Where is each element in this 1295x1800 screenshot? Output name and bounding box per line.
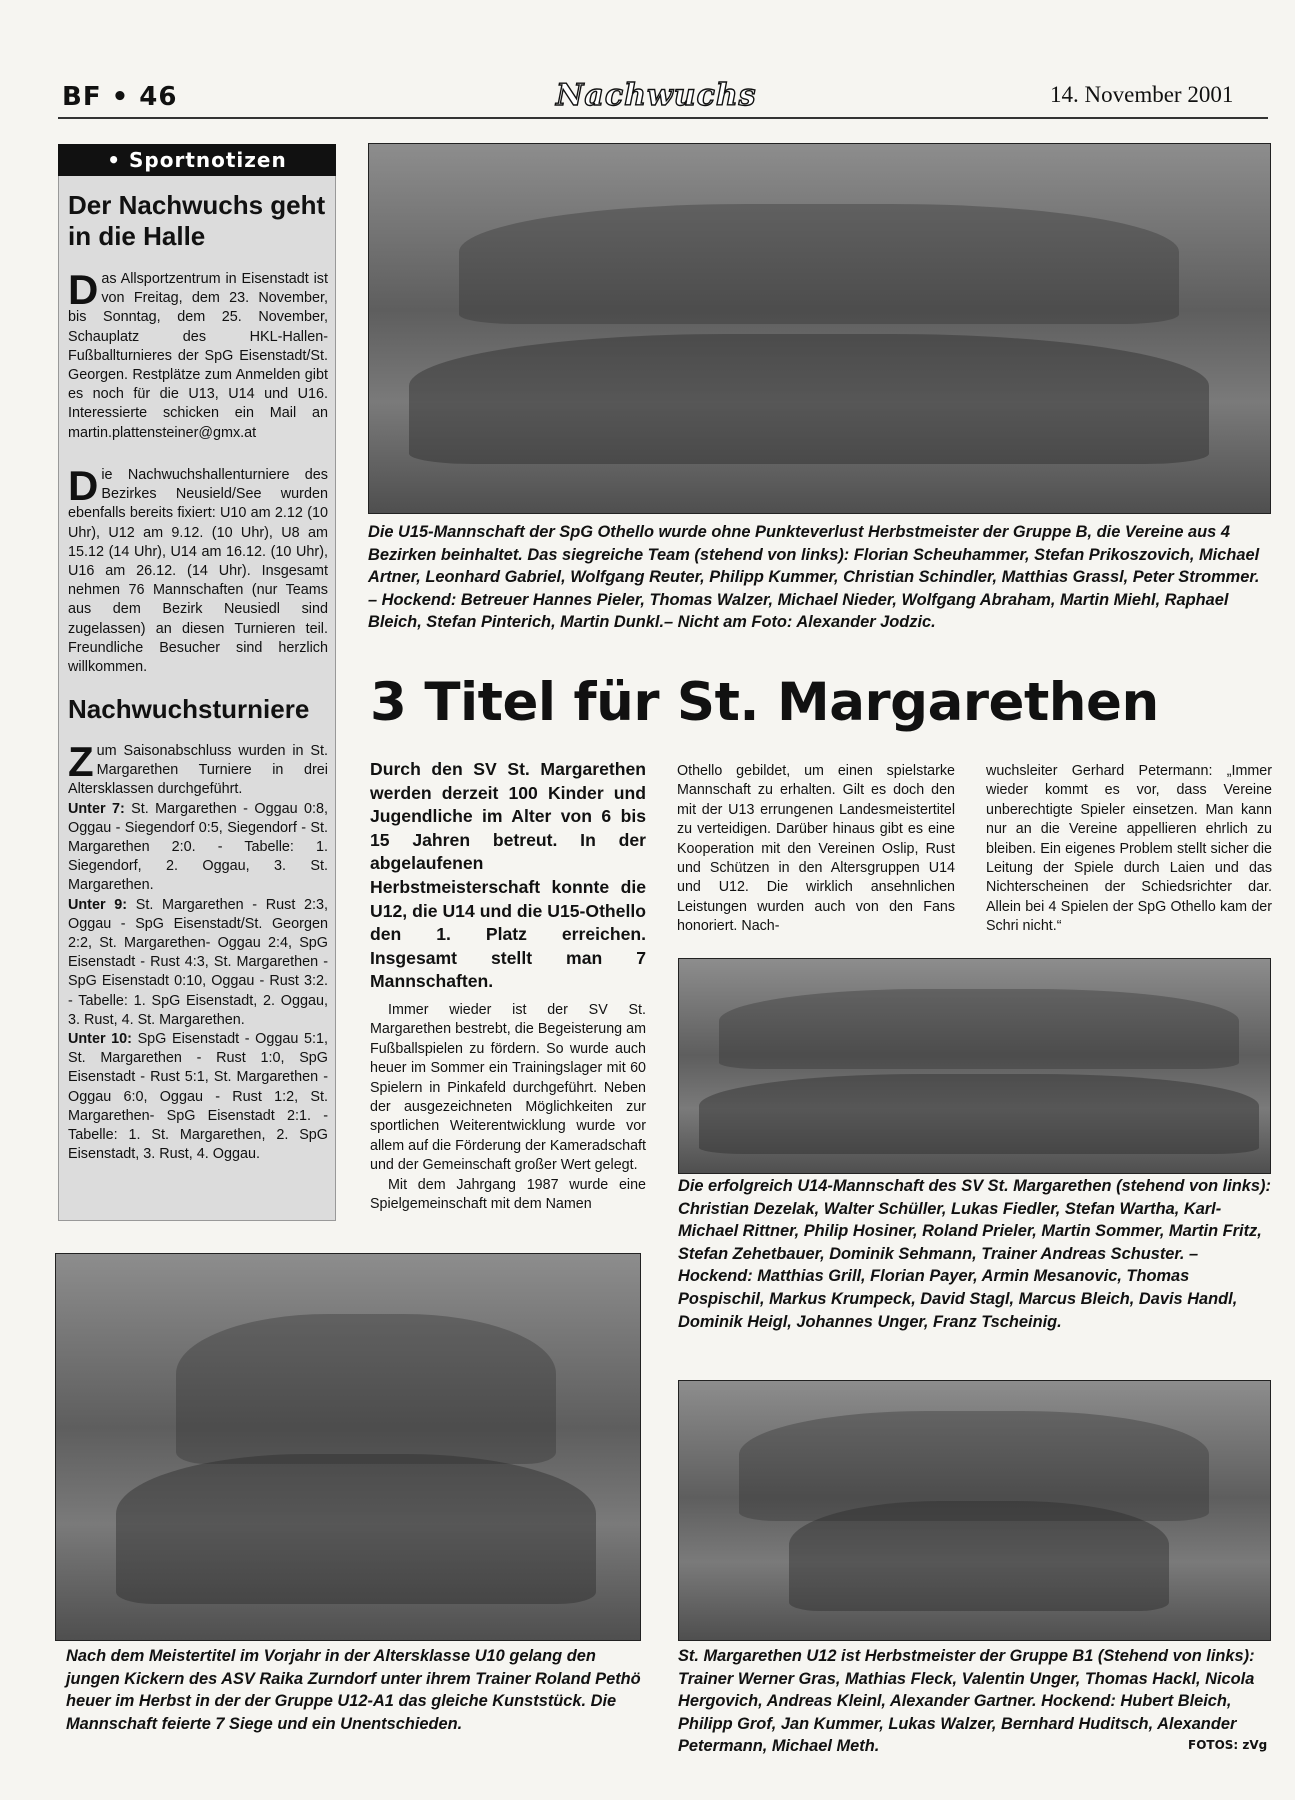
dropcap: Z	[68, 738, 94, 785]
photo-credit: FOTOS: zVg	[1188, 1738, 1268, 1752]
paragraph-text: as Allsportzentrum in Eisenstadt ist von Freitag, dem 23. November, bis Sonntag, dem 25. November, Schauplatz des HKL-Hallen-Fußballturnieres der SpG Eisenstadt/St. Georgen. Restplätze zum Anmelden gibt es noch für die U13, U14 und U16. Interessierte schicken ein Mail an martin.plattensteiner@gmx.at	[68, 271, 328, 441]
photo-u12-team	[678, 1380, 1271, 1641]
caption-zurndorf-team: Nach dem Meistertitel im Vorjahr in der Altersklasse U10 gelang den jungen Kickern des ASV Raika Zurndorf unter ihrem Trainer Roland Pethö heuer im Herbst in der der Gruppe U12-A1 das gleiche Kunststück. Die Mannschaft feierte 7 Siege und ein Unentschieden.	[66, 1647, 641, 1733]
result-label: Unter 10:	[68, 1031, 132, 1048]
paragraph: Mit dem Jahrgang 1987 wurde eine Spielgemeinschaft mit dem Namen	[370, 1176, 646, 1213]
paragraph-text: um Saisonabschluss wurden in St. Margarethen Turniere in drei Altersklassen durchgeführt.	[68, 743, 328, 798]
article-column-2	[677, 762, 955, 937]
article-headline: 3 Titel für St. Margarethen	[370, 672, 1159, 733]
caption-u12-team: St. Margarethen U12 ist Herbstmeister der Gruppe B1 (Stehend von links): Trainer Werner Gras, Mathias Fleck, Valentin Unger, Thomas Hackl, Nicola Hergovich, Andreas Kleinl, Alexander Gartner. Hockend: Hubert Bleich, Philipp Grof, Jan Kummer, Lukas Walzer, Bernhard Huditsch, Alexander Petermann, Michael Meth.	[678, 1647, 1255, 1756]
sidebar-article2-intro	[68, 738, 328, 800]
sidebar-article1-paragraph2	[68, 462, 328, 677]
photo-u14-team	[678, 958, 1271, 1174]
article-column-3	[986, 762, 1272, 937]
sidebar-article2-title: Nachwuchsturniere	[68, 694, 310, 724]
result-label: Unter 7:	[68, 800, 125, 817]
caption-u15-team: Die U15-Mannschaft der SpG Othello wurde ohne Punkteverlust Herbstmeister der Gruppe B, die Vereine aus 4 Bezirken beinhaltet. Das siegreiche Team (stehend von links): Florian Scheuhammer, Stefan Prikoszovich, Michael Artner, Leonhard Gabriel, Wolfgang Reuter, Philipp Kummer, Christian Schindler, Matthias Grassl, Peter Strommer. – Hockend: Betreuer Hannes Pieler, Thomas Walzer, Michael Nieder, Wolfgang Abraham, Martin Miehl, Raphael Bleich, Stefan Pinterich, Martin Dunkl.– Nicht am Foto: Alexander Jodzic.	[368, 523, 1260, 632]
paragraph: Othello gebildet, um einen spielstarke Mannschaft zu erhalten. Gilt es doch den mit der U13 errungenen Landesmeistertitel zu verteidigen. Darüber hinaus gibt es eine Kooperation mit den Vereinen Oslip, Rust und Schützen in den Altersgruppen U14 und U12. Die wirklich ansehnlichen Leistungen wurden auch von den Fans honoriert. Nach-	[677, 763, 955, 935]
sidebar-label: • Sportnotizen	[58, 144, 336, 176]
issue-date: 14. November 2001	[1050, 82, 1234, 107]
result-text: St. Margarethen - Oggau 0:8, Oggau - Siegendorf 0:5, Siegendorf - St. Margarethen 2:0. - Tabelle: 1. Siegendorf, 2. Oggau, 3. St. Margarethen.	[68, 800, 328, 894]
sidebar-article1-paragraph1	[68, 266, 328, 443]
paragraph: Immer wieder ist der SV St. Margarethen bestrebt, die Begeisterung am Fußballspielen zu fördern. So wurde auch heuer im Sommer ein Trainingslager mit 60 Spielern in Pinkafeld durchgeführt. Neben der ausgezeichneten Möglichkeiten zur sportlichen Weiterentwicklung wurde vor allem auf die Förderung der Kameradschaft und der Gemeinschaft großer Wert gelegt.	[370, 1002, 646, 1174]
sidebar-article1-title: Der Nachwuchs geht in die Halle	[68, 190, 326, 251]
result-block	[68, 896, 328, 1030]
dropcap: D	[68, 266, 99, 313]
section-title: Nachwuchs	[556, 78, 757, 113]
photo-u15-team	[368, 143, 1271, 514]
article-lead: Durch den SV St. Margarethen werden derzeit 100 Kinder und Jugendliche im Alter von 6 bis 15 Jahren betreut. In der abgelaufenen Herbstmeisterschaft konnte die U12, die U14 und die U15-Othello den 1. Platz erreichen. Insgesamt stellt man 7 Mannschaften.	[370, 759, 646, 992]
page-number: BF • 46	[62, 82, 178, 112]
result-label: Unter 9:	[68, 896, 128, 913]
result-block	[68, 1030, 328, 1164]
dropcap: D	[68, 462, 99, 509]
sidebar-article2-body	[68, 738, 328, 1164]
result-text: SpG Eisenstadt - Oggau 5:1, St. Margarethen - Rust 1:0, SpG Eisenstadt - Rust 5:1, St. Margarethen - Oggau 6:0, Oggau - Rust 1:2, St. Margarethen- SpG Eisenstadt 2:1. - Tabelle: 1. St. Margarethen, 2. SpG Eisenstadt, 3. Rust, 4. Oggau.	[68, 1031, 328, 1163]
header-rule	[58, 117, 1268, 119]
result-text: St. Margarethen - Rust 2:3, Oggau - SpG Eisenstadt/St. Georgen 2:2, St. Margarethen- Oggau 2:4, SpG Eisenstadt - Rust 4:3, St. Margarethen - SpG Eisenstadt 0:10, Oggau - Rust 3:2. - Tabelle: 1. SpG Eisenstadt, 2. Oggau, 3. Rust, 4. St. Margarethen.	[68, 896, 328, 1028]
paragraph: wuchsleiter Gerhard Petermann: „Immer wieder kommt es vor, dass Vereine unberechtigte Spieler einsetzen. Man kann nur an die Vereine appellieren ehrlich zu bleiben. Ein eigenes Problem stellt sicher die Leitung der Spiele durch Laien und das Nichterscheinen der Schiedsrichter dar. Allein bei 4 Spielen der SpG Othello kam der Schri nicht.“	[986, 763, 1272, 935]
photo-zurndorf-team	[55, 1253, 641, 1641]
article-column-1	[370, 1001, 646, 1214]
caption-u14-team: Die erfolgreich U14-Mannschaft des SV St. Margarethen (stehend von links): Christian Dezelak, Walter Schüller, Lukas Fiedler, Stefan Wartha, Karl-Michael Rittner, Philip Hosiner, Roland Prieler, Martin Sommer, Martin Fritz, Stefan Zehetbauer, Dominik Sehmann, Trainer Andreas Schuster. – Hockend: Matthias Grill, Florian Payer, Armin Mesanovic, Thomas Pospischil, Markus Krumpeck, David Stagl, Marcus Bleich, Davis Handl, Dominik Heigl, Johannes Unger, Franz Tscheinig.	[678, 1177, 1271, 1331]
result-block	[68, 800, 328, 896]
paragraph-text: ie Nachwuchshallenturniere des Bezirkes Neusield/See wurden ebenfalls bereits fixiert: U10 am 2.12 (10 Uhr), U12 am 9.12. (10 Uhr), U8 am 15.12 (14 Uhr), U14 am 16.12. (10 Uhr), U16 am 26.12. (14 Uhr). Insgesamt nehmen 76 Mannschaften (nur Teams aus dem Bezirk Neusiedl sind zugelassen) an diesen Turnieren teil. Freundliche Besucher sind herzlich willkommen.	[68, 467, 328, 676]
